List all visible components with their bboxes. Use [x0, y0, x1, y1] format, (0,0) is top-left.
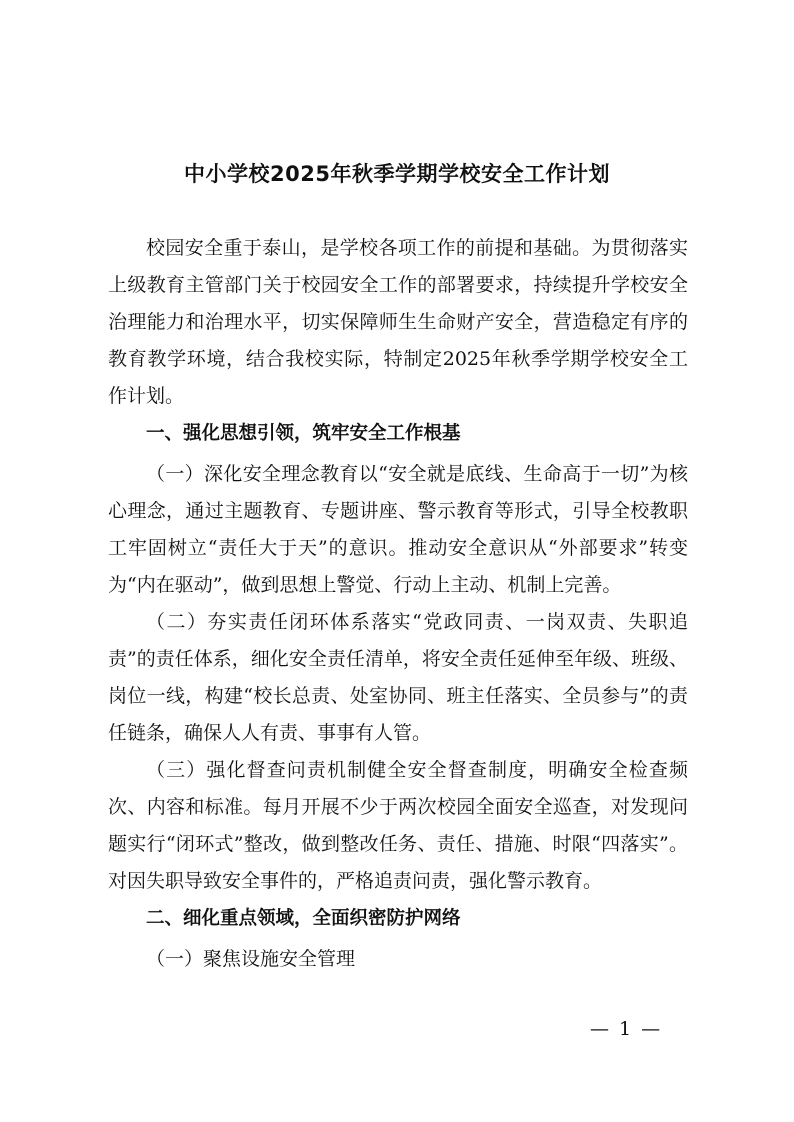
section-1-heading: 一、强化思想引领，筑牢安全工作根基	[146, 423, 461, 444]
section-1-item-3: （三）强化督查问责机制健全安全督查制度，明确安全检查频次、内容和标准。每月开展不少于两次校园全面安全巡查，对发现问题实行“闭环式”整改，做到整改任务、责任、措施、时限“四落实”。对因失职导致安全事件的，严格追责问责，强化警示教育。	[108, 759, 688, 892]
section-1-item-2: （二）夯实责任闭环体系落实“党政同责、一岗双责、失职追责”的责任体系，细化安全责任清单，将安全责任延伸至年级、班级、岗位一线，构建“校长总责、处室协同、班主任落实、全员参与”的责任链条，确保人人有责、事事有人管。	[108, 611, 688, 744]
section-1-item-1: （一）深化安全理念教育以“安全就是底线、生命高于一切”为核心理念，通过主题教育、专题讲座、警示教育等形式，引导全校教职工牢固树立“责任大于天”的意识。推动安全意识从“外部要求”转变为“内在驱动”，做到思想上警觉、行动上主动、机制上完善。	[108, 463, 688, 596]
page-number: — 1 —	[590, 1018, 663, 1040]
section-2-heading: 二、细化重点领域，全面织密防护网络	[146, 908, 461, 929]
document-body	[108, 230, 688, 978]
section-2-item-1: （一）聚焦设施安全管理	[146, 948, 356, 970]
intro-paragraph: 校园安全重于泰山，是学校各项工作的前提和基础。为贯彻落实上级教育主管部门关于校园安全工作的部署要求，持续提升学校安全治理能力和治理水平，切实保障师生生命财产安全，营造稳定有序的教育教学环境，结合我校实际，特制定2025年秋季学期学校安全工作计划。	[108, 237, 688, 407]
document-title: 中小学校2025年秋季学期学校安全工作计划	[184, 162, 610, 186]
